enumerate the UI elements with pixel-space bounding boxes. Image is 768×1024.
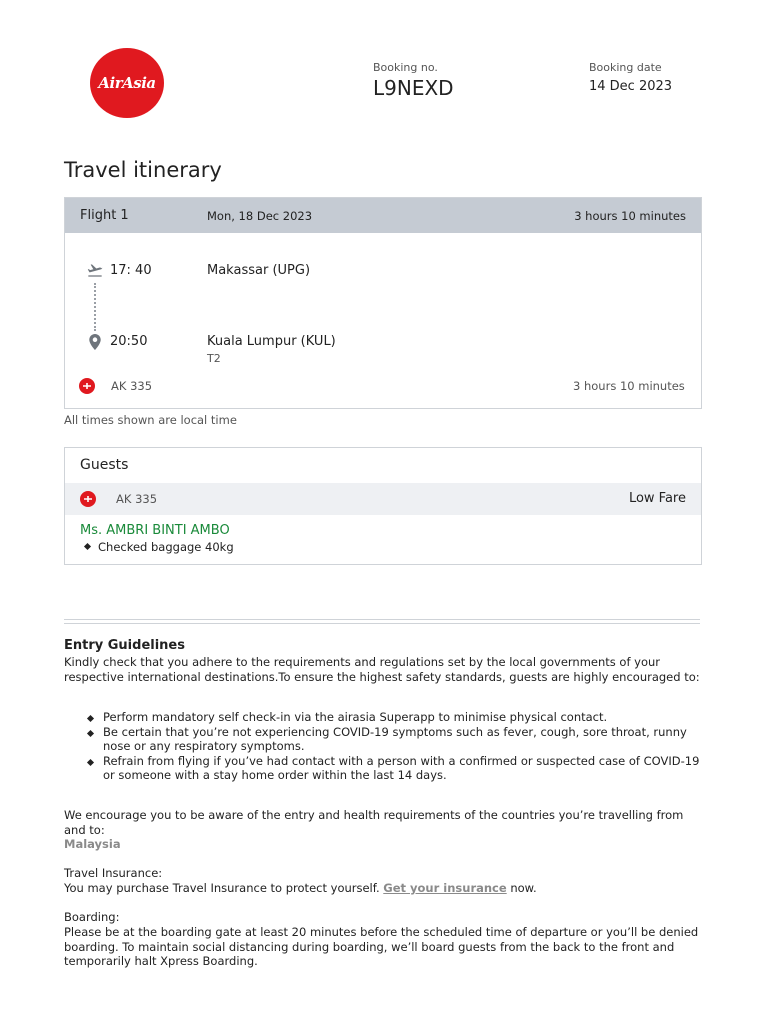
bullet-icon: [84, 543, 91, 550]
flight-duration: 3 hours 10 minutes: [574, 209, 686, 223]
boarding-heading: Boarding:: [64, 910, 120, 924]
guest-flight-row: [65, 483, 701, 515]
guests-title: Guests: [80, 457, 129, 473]
booking-number-label: Booking no.: [373, 61, 438, 74]
arrival-time: 20:50: [110, 334, 148, 349]
entry-guidelines-title: Entry Guidelines: [64, 638, 185, 653]
booking-number: L9NEXD: [373, 76, 454, 100]
airasia-logo: [90, 48, 164, 118]
location-pin-icon: [88, 334, 102, 350]
baggage-text: Checked baggage 40kg: [98, 540, 234, 554]
guest-flight-number: AK 335: [116, 492, 158, 506]
arrival-terminal: T2: [207, 352, 221, 365]
bullet-icon: [87, 730, 94, 737]
flight-label: Flight 1: [80, 208, 129, 223]
travel-insurance-text: You may purchase Travel Insurance to protect yourself. Get your insurance now.: [64, 881, 537, 895]
booking-date-label: Booking date: [589, 61, 662, 74]
entry-guidelines-intro: Kindly check that you adhere to the requirements and regulations set by the local governments of your respective international destinations.To ensure the highest safety standards, guests are highly encouraged to:: [64, 655, 700, 684]
airline-badge-icon: [79, 378, 95, 394]
guests-card: [64, 447, 702, 565]
list-item: Be certain that you’re not experiencing COVID-19 symptoms such as fever, cough, sore throat, runny nose or any respiratory symptoms.: [88, 725, 708, 754]
entry-requirements-note: We encourage you to be aware of the entry and health requirements of the countries you’re travelling from and to:: [64, 808, 684, 837]
page-title: Travel itinerary: [64, 158, 222, 182]
airline-badge-icon: [80, 491, 96, 507]
local-time-note: All times shown are local time: [64, 413, 237, 427]
entry-guidelines-list: [88, 710, 708, 783]
departure-time: 17: 40: [110, 263, 152, 278]
departure-city: Makassar (UPG): [207, 263, 311, 278]
boarding-text: Please be at the boarding gate at least 20 minutes before the scheduled time of departure or you’ll be denied boarding. To maintain social distancing during boarding, we’ll board guests from the back to the front and temporarily halt Xpress Boarding.: [64, 925, 699, 969]
travel-insurance-heading: Travel Insurance:: [64, 866, 163, 880]
flight-date: Mon, 18 Dec 2023: [207, 209, 313, 223]
list-item: Refrain from flying if you’ve had contact with a person with a confirmed or suspected case of COVID-19 or someone with a stay home order within the last 14 days.: [88, 754, 708, 783]
booking-date: 14 Dec 2023: [589, 79, 673, 94]
guest-name: Ms. AMBRI BINTI AMBO: [80, 523, 230, 538]
flight-number: AK 335: [111, 379, 153, 393]
flight-header: [65, 198, 701, 233]
bullet-icon: [87, 715, 94, 722]
country-name: Malaysia: [64, 837, 121, 851]
arrival-city: Kuala Lumpur (KUL): [207, 334, 336, 349]
route-line: [94, 283, 96, 331]
fare-type: Low Fare: [628, 491, 686, 506]
flight-card: [64, 197, 702, 409]
plane-icon: [87, 262, 103, 278]
get-insurance-link[interactable]: Get your insurance: [383, 881, 507, 895]
list-item: Perform mandatory self check-in via the airasia Superapp to minimise physical contact.: [88, 710, 708, 725]
baggage-item: [85, 540, 234, 554]
bullet-icon: [87, 759, 94, 766]
section-divider: [64, 619, 700, 624]
segment-duration: 3 hours 10 minutes: [573, 379, 685, 393]
logo-text: AirAsia: [98, 74, 156, 92]
